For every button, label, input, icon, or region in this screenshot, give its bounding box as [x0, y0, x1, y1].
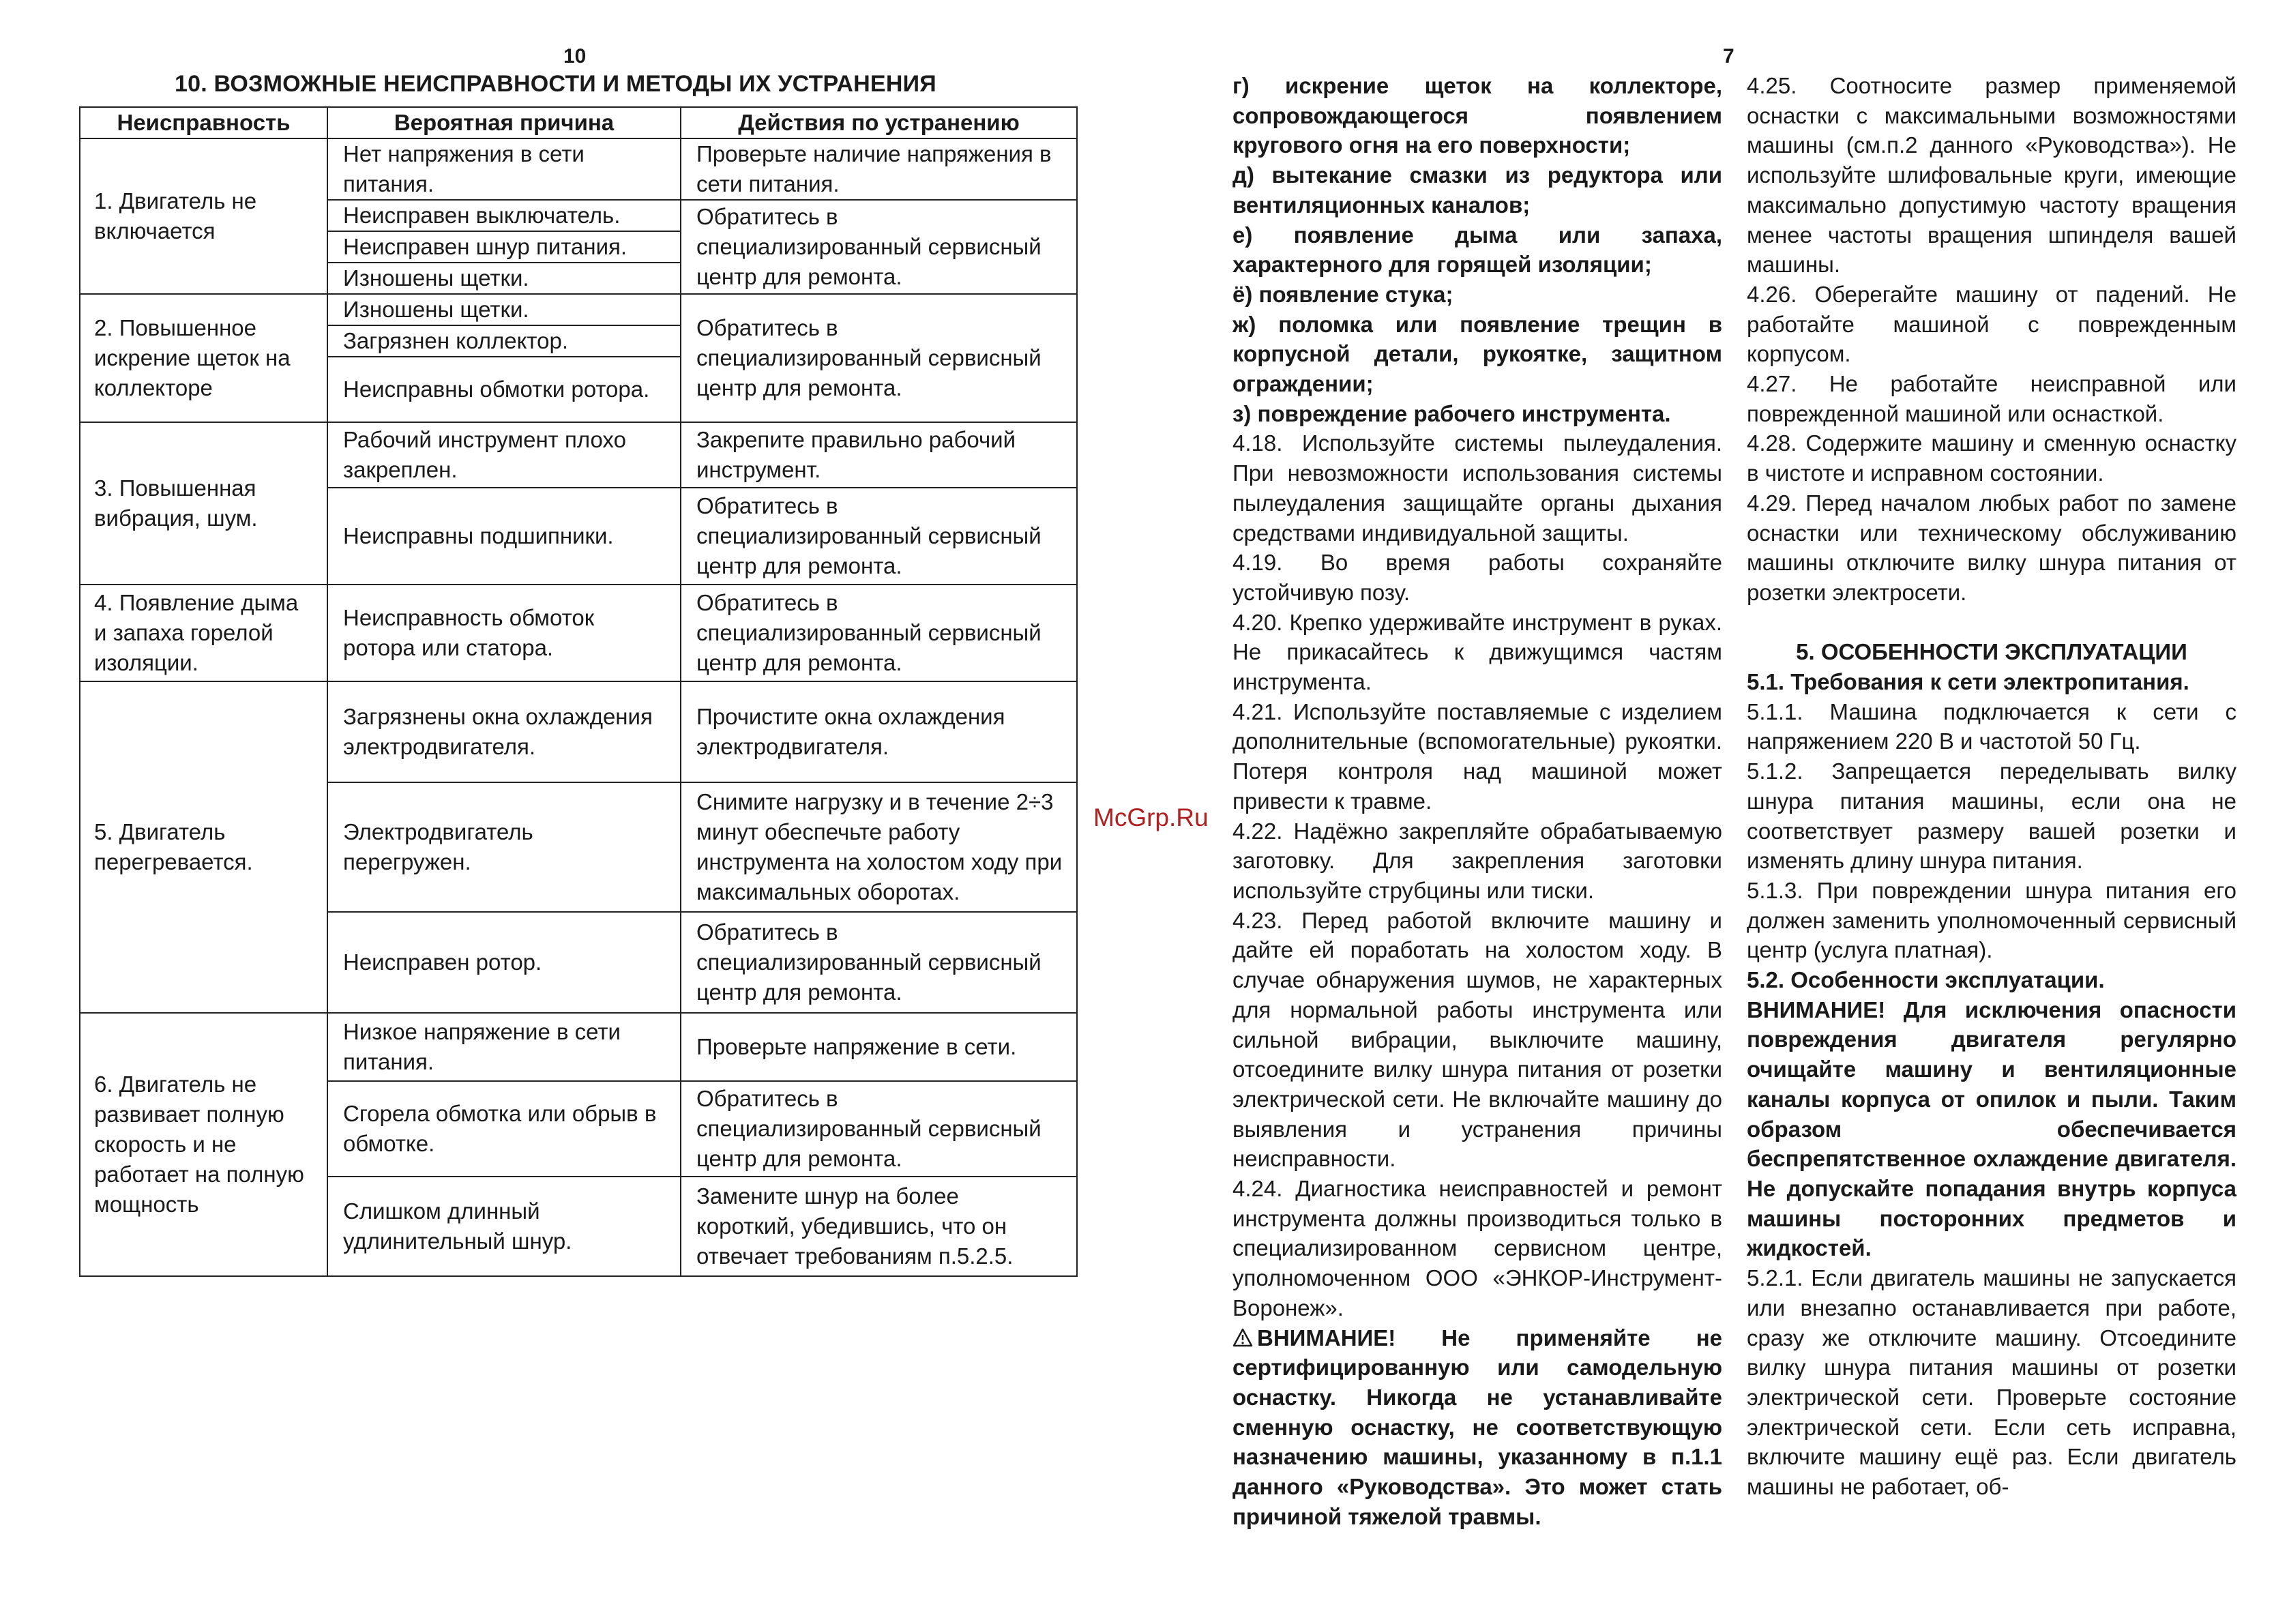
list-item: ж) поломка или появление трещин в корпусной детали, рукоятке, защитном ограждении;	[1232, 311, 1722, 397]
warning-paragraph	[1232, 1323, 1722, 1532]
action-cell: Обратитесь в специализированный сервисный центр для ремонта.	[681, 585, 1077, 681]
paragraph: 5.1.2. Запрещается переделывать вилку шнура питания машины, если она не соответствует размеру вашей розетки и изменять длину шнура питания.	[1747, 758, 2236, 874]
watermark-text: McGrp.Ru	[1093, 803, 1209, 831]
action-cell: Обратитесь в специализированный сервисный центр для ремонта.	[681, 200, 1077, 294]
action-cell: Закрепите правильно рабочий инструмент.	[681, 422, 1077, 488]
middle-text-column	[1232, 71, 1722, 1531]
paragraph: 4.21. Используйте поставляемые с изделием дополнительные (вспомогательные) рукоятки. Потеря контроля над машиной может привести к травме.	[1232, 698, 1722, 814]
paragraph: 4.18. Используйте системы пылеудаления. При невозможности использования системы пылеудаления защищайте органы дыхания средствами индивидуальной защиты.	[1232, 430, 1722, 546]
list-item: з) повреждение рабочего инструмента.	[1232, 400, 1671, 426]
paragraph: 5.1.3. При повреждении шнура питания его должен заменить уполномоченный сервисный центр (услуга платная).	[1747, 877, 2236, 963]
cause-cell: Изношены щетки.	[327, 263, 681, 294]
table-header-row	[80, 107, 1077, 138]
paragraph: 4.26. Оберегайте машину от падений. Не работайте машиной с поврежденным корпусом.	[1747, 281, 2236, 367]
action-cell: Проверьте наличие напряжения в сети питания.	[681, 138, 1077, 200]
paragraph: 4.25. Соотносите размер применяемой оснастки с максимальными возможностями машины (см.п.2 данного «Руководства»). Не используйте шлифовальные круги, имеющие максимально допустимую частоту вращения менее частоты вращения шпинделя вашей машины.	[1747, 73, 2236, 278]
list-item: ё) появление стука;	[1232, 281, 1453, 307]
warning-paragraph: ВНИМАНИЕ! Для исключения опасности повреждения двигателя регулярно очищайте машину и вентиляционные каналы корпуса от опилок и пыли. Таким образом обеспечивается беспрепятственное охлаждение двигателя. Не допускайте попадания внутрь корпуса машины посторонних предметов и жидкостей.	[1747, 996, 2236, 1261]
cause-cell: Загрязнен коллектор.	[327, 325, 681, 357]
action-cell: Обратитесь в специализированный сервисный центр для ремонта.	[681, 912, 1077, 1013]
fault-cell: 4. Появление дыма и запаха горелой изоляции.	[80, 585, 327, 681]
paragraph: 4.23. Перед работой включите машину и дайте ей поработать на холостом ходу. В случае обнаружения шумов, не характерных для нормальной работы инструмента или сильной вибрации, выключите машину, отсоедините вилку шнура питания от розетки электрической сети. Не включайте машину до выявления и устранения причины неисправности.	[1232, 907, 1722, 1172]
column-header-action: Действия по устранению	[681, 107, 1077, 138]
paragraph: 4.22. Надёжно закрепляйте обрабатываемую заготовку. Для закрепления заготовки используйте струбцины или тиски.	[1232, 818, 1722, 903]
paragraph: 4.29. Перед началом любых работ по замене оснастки или техническому обслуживанию машины отключите вилку шнура питания от розетки электросети.	[1747, 490, 2236, 605]
cause-cell: Неисправен шнур питания.	[327, 231, 681, 263]
column-header-cause: Вероятная причина	[327, 107, 681, 138]
list-item: г) искрение щеток на коллекторе, сопровождающегося появлением кругового огня на его поверхности;	[1232, 73, 1722, 158]
cause-cell: Нет напряжения в сети питания.	[327, 138, 681, 200]
action-cell: Проверьте напряжение в сети.	[681, 1013, 1077, 1081]
cause-cell: Изношены щетки.	[327, 294, 681, 325]
column-header-fault: Неисправность	[80, 107, 327, 138]
list-item: д) вытекание смазки из редуктора или вентиляционных каналов;	[1232, 162, 1722, 218]
paragraph: 5.2.1. Если двигатель машины не запускается или внезапно останавливается при работе, сразу же отключите машину. Отсоедините вилку шнура питания машины от розетки электрической сети. Проверьте состояние электрической сети. Если сеть исправна, включите машину ещё раз. Если двигатель машины не работает, об-	[1747, 1265, 2236, 1500]
cause-cell: Электродвигатель перегружен.	[327, 782, 681, 912]
table-row	[80, 294, 1077, 325]
left-page-number: 10	[563, 45, 587, 68]
right-text-column	[1747, 71, 2236, 1502]
cause-cell: Неисправны подшипники.	[327, 488, 681, 585]
cause-cell: Сгорела обмотка или обрыв в обмотке.	[327, 1081, 681, 1177]
table-row	[80, 138, 1077, 200]
paragraph: 5.1.1. Машина подключается к сети с напряжением 220 В и частотой 50 Гц.	[1747, 698, 2236, 754]
warning-triangle-icon	[1232, 1328, 1253, 1347]
paragraph: 4.20. Крепко удерживайте инструмент в руках. Не прикасайтесь к движущимся частям инструмента.	[1232, 609, 1722, 695]
fault-cell: 2. Повышенное искрение щеток на коллекторе	[80, 294, 327, 422]
table-row	[80, 585, 1077, 681]
cause-cell: Низкое напряжение в сети питания.	[327, 1013, 681, 1081]
paragraph: 4.24. Диагностика неисправностей и ремонт инструмента должны производиться только в специализированном сервисном центре, уполномоченном ООО «ЭНКОР-Инструмент-Воронеж».	[1232, 1176, 1722, 1320]
warning-text: ВНИМАНИЕ! Не применяйте не сертифицированную или самодельную оснастку. Никогда не устанавливайте сменную оснастку, не соответствующую назначению машины, указанному в п.1.1 данного «Руководства». Это может стать причиной тяжелой травмы.	[1232, 1325, 1722, 1529]
cause-cell: Неисправен ротор.	[327, 912, 681, 1013]
table-row	[80, 1013, 1077, 1081]
action-cell: Обратитесь в специализированный сервисный центр для ремонта.	[681, 488, 1077, 585]
cause-cell: Рабочий инструмент плохо закреплен.	[327, 422, 681, 488]
section-heading: 5. ОСОБЕННОСТИ ЭКСПЛУАТАЦИИ	[1796, 639, 2187, 665]
sub-heading: 5.1. Требования к сети электропитания.	[1747, 669, 2189, 695]
troubleshooting-table	[79, 106, 1078, 1277]
fault-cell: 3. Повышенная вибрация, шум.	[80, 422, 327, 585]
action-cell: Обратитесь в специализированный сервисный центр для ремонта.	[681, 294, 1077, 422]
paragraph: 4.28. Содержите машину и сменную оснастку в чистоте и исправном состоянии.	[1747, 430, 2236, 486]
action-cell: Замените шнур на более короткий, убедившись, что он отвечает требованиям п.5.2.5.	[681, 1177, 1077, 1276]
cause-cell: Неисправны обмотки ротора.	[327, 357, 681, 422]
cause-cell: Слишком длинный удлинительный шнур.	[327, 1177, 681, 1276]
cause-cell: Неисправен выключатель.	[327, 200, 681, 231]
paragraph: 4.19. Во время работы сохраняйте устойчивую позу.	[1232, 550, 1722, 605]
cause-cell: Загрязнены окна охлаждения электродвигателя.	[327, 681, 681, 782]
paragraph: 4.27. Не работайте неисправной или поврежденной машиной или оснасткой.	[1747, 371, 2236, 426]
cause-cell: Неисправность обмоток ротора или статора.	[327, 585, 681, 681]
table-row	[80, 681, 1077, 782]
fault-cell: 6. Двигатель не развивает полную скорость и не работает на полную мощность	[80, 1013, 327, 1276]
section-title: 10. ВОЗМОЖНЫЕ НЕИСПРАВНОСТИ И МЕТОДЫ ИХ УСТРАНЕНИЯ	[175, 71, 936, 97]
right-page-number: 7	[1723, 45, 1734, 68]
table-row	[80, 422, 1077, 488]
action-cell: Обратитесь в специализированный сервисный центр для ремонта.	[681, 1081, 1077, 1177]
fault-cell: 5. Двигатель перегревается.	[80, 681, 327, 1013]
action-cell: Снимите нагрузку и в течение 2÷3 минут обеспечьте работу инструмента на холостом ходу при максимальных оборотах.	[681, 782, 1077, 912]
action-cell: Прочистите окна охлаждения электродвигателя.	[681, 681, 1077, 782]
list-item: е) появление дыма или запаха, характерного для горящей изоляции;	[1232, 222, 1722, 278]
fault-cell: 1. Двигатель не включается	[80, 138, 327, 294]
sub-heading: 5.2. Особенности эксплуатации.	[1747, 967, 2105, 993]
